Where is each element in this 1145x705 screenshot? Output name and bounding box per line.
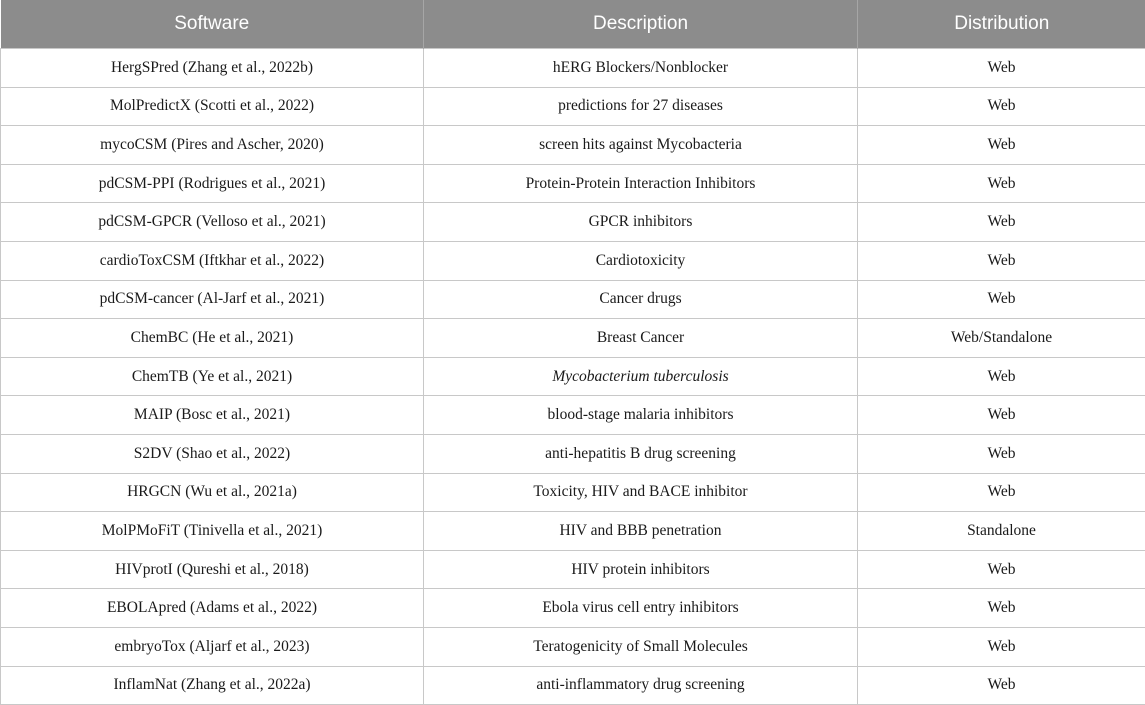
cell-distribution: Web: [858, 357, 1145, 396]
cell-description: anti-inflammatory drug screening: [424, 666, 858, 705]
cell-distribution: Web: [858, 589, 1145, 628]
cell-software: InflamNat (Zhang et al., 2022a): [1, 666, 424, 705]
table-row: [1, 203, 1145, 242]
cell-software: ChemBC (He et al., 2021): [1, 319, 424, 358]
table-row: [1, 357, 1145, 396]
cell-description: Teratogenicity of Small Molecules: [424, 627, 858, 666]
cell-software: ChemTB (Ye et al., 2021): [1, 357, 424, 396]
table-row: [1, 666, 1145, 705]
cell-description: Toxicity, HIV and BACE inhibitor: [424, 473, 858, 512]
cell-distribution: Web: [858, 203, 1145, 242]
cell-software: MAIP (Bosc et al., 2021): [1, 396, 424, 435]
cell-distribution: Web: [858, 164, 1145, 203]
cell-description: GPCR inhibitors: [424, 203, 858, 242]
table-row: [1, 241, 1145, 280]
cell-description: Mycobacterium tuberculosis: [424, 357, 858, 396]
cell-distribution: Web: [858, 280, 1145, 319]
table-row: [1, 512, 1145, 551]
cell-description: Protein-Protein Interaction Inhibitors: [424, 164, 858, 203]
cell-description: anti-hepatitis B drug screening: [424, 434, 858, 473]
table-row: [1, 126, 1145, 165]
table-row: [1, 49, 1145, 88]
cell-distribution: Web: [858, 396, 1145, 435]
table-row: [1, 280, 1145, 319]
header-description: Description: [424, 0, 858, 49]
table-row: [1, 589, 1145, 628]
cell-software: HergSPred (Zhang et al., 2022b): [1, 49, 424, 88]
table-row: [1, 434, 1145, 473]
cell-description: predictions for 27 diseases: [424, 87, 858, 126]
header-row: [1, 0, 1145, 49]
cell-software: pdCSM-PPI (Rodrigues et al., 2021): [1, 164, 424, 203]
cell-distribution: Web: [858, 49, 1145, 88]
cell-software: pdCSM-cancer (Al-Jarf et al., 2021): [1, 280, 424, 319]
cell-software: S2DV (Shao et al., 2022): [1, 434, 424, 473]
cell-software: MolPMoFiT (Tinivella et al., 2021): [1, 512, 424, 551]
cell-software: HIVprotI (Qureshi et al., 2018): [1, 550, 424, 589]
cell-description: Breast Cancer: [424, 319, 858, 358]
cell-description: HIV protein inhibitors: [424, 550, 858, 589]
cell-description: hERG Blockers/Nonblocker: [424, 49, 858, 88]
table-row: [1, 396, 1145, 435]
cell-description: screen hits against Mycobacteria: [424, 126, 858, 165]
cell-software: HRGCN (Wu et al., 2021a): [1, 473, 424, 512]
cell-description: blood-stage malaria inhibitors: [424, 396, 858, 435]
cell-description: Ebola virus cell entry inhibitors: [424, 589, 858, 628]
cell-distribution: Web: [858, 241, 1145, 280]
cell-description: HIV and BBB penetration: [424, 512, 858, 551]
cell-distribution: Web: [858, 87, 1145, 126]
cell-software: embryoTox (Aljarf et al., 2023): [1, 627, 424, 666]
cell-software: EBOLApred (Adams et al., 2022): [1, 589, 424, 628]
table-row: [1, 627, 1145, 666]
table-row: [1, 164, 1145, 203]
cell-distribution: Web: [858, 126, 1145, 165]
header-software: Software: [1, 0, 424, 49]
header-distribution: Distribution: [858, 0, 1145, 49]
cell-distribution: Web/Standalone: [858, 319, 1145, 358]
table-row: [1, 87, 1145, 126]
cell-distribution: Web: [858, 666, 1145, 705]
cell-software: cardioToxCSM (Iftkhar et al., 2022): [1, 241, 424, 280]
cell-distribution: Web: [858, 473, 1145, 512]
table-row: [1, 473, 1145, 512]
cell-description: Cardiotoxicity: [424, 241, 858, 280]
cell-description: Cancer drugs: [424, 280, 858, 319]
table-row: [1, 319, 1145, 358]
cell-distribution: Web: [858, 434, 1145, 473]
cell-distribution: Web: [858, 550, 1145, 589]
cell-software: MolPredictX (Scotti et al., 2022): [1, 87, 424, 126]
cell-distribution: Standalone: [858, 512, 1145, 551]
cell-software: pdCSM-GPCR (Velloso et al., 2021): [1, 203, 424, 242]
cell-software: mycoCSM (Pires and Ascher, 2020): [1, 126, 424, 165]
cell-distribution: Web: [858, 627, 1145, 666]
table-row: [1, 550, 1145, 589]
